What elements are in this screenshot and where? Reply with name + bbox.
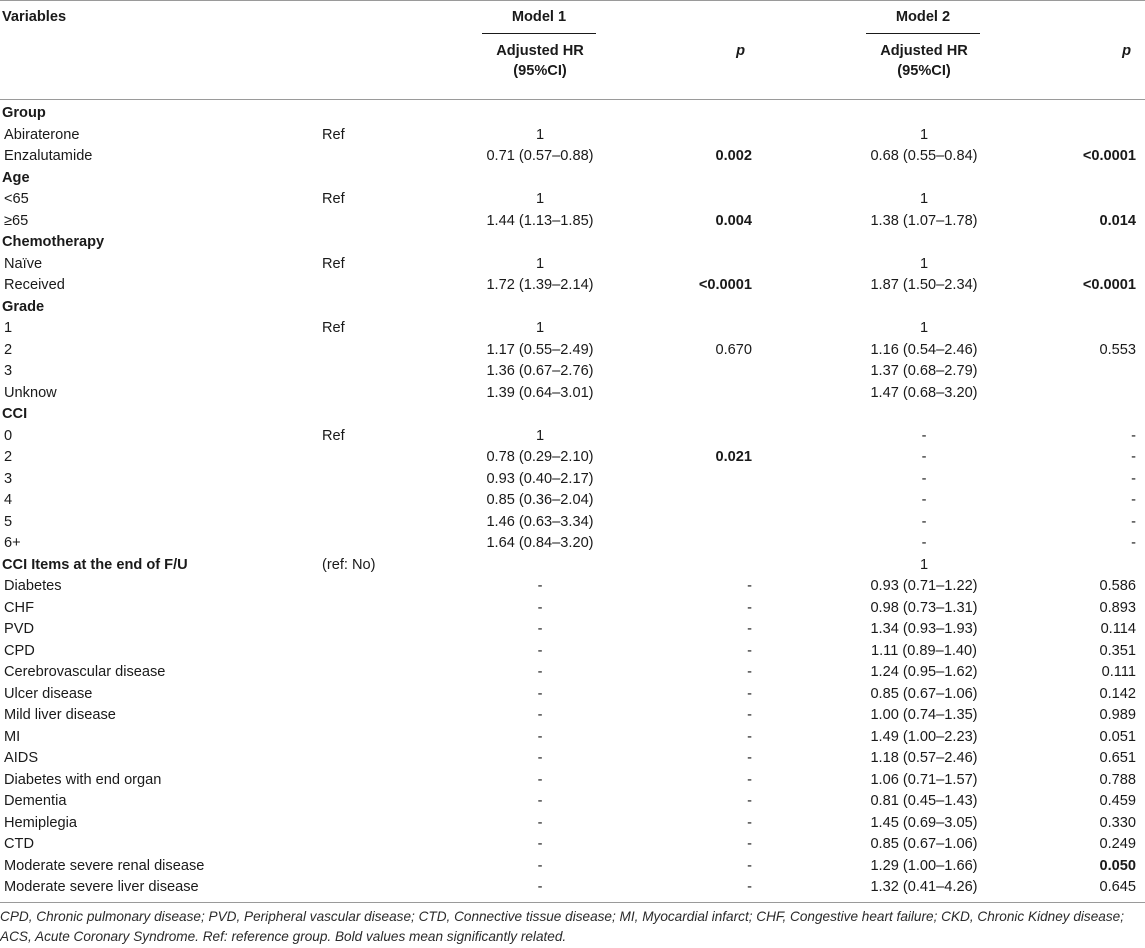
table-row — [0, 555, 1145, 577]
table-row — [0, 834, 1145, 856]
cell-variable: 2 — [4, 449, 13, 465]
header-hr-line1: Adjusted HR — [496, 43, 584, 59]
cell-model-2-p: <0.0001 — [1082, 277, 1136, 293]
table-row — [0, 576, 1145, 598]
table-row — [0, 383, 1145, 405]
cell-model-1-hr: - — [537, 793, 543, 809]
cell-variable: MI — [4, 728, 21, 745]
table-row — [0, 641, 1145, 663]
cell-model-2-hr: 1.24 (0.95–1.62) — [870, 664, 978, 680]
cell-model-2-p: 0.893 — [1099, 599, 1136, 616]
table-row — [0, 619, 1145, 641]
cell-variable: Group — [2, 105, 46, 121]
table-row — [0, 211, 1145, 233]
cell-model-1-hr: - — [537, 621, 543, 637]
table-row — [0, 275, 1145, 297]
cell-model-1-hr: - — [537, 664, 543, 680]
cell-model-2-hr: 1 — [919, 320, 929, 336]
cell-variable: Mild liver disease — [4, 707, 116, 723]
table-row — [0, 146, 1145, 168]
cell-model-2-p: 0.249 — [1099, 836, 1136, 852]
cell-model-1-p: - — [747, 685, 752, 702]
cell-model-1-p: - — [747, 793, 752, 809]
table-row — [0, 254, 1145, 276]
cell-model-1-p: - — [747, 642, 752, 659]
cell-model-2-hr: 1.45 (0.69–3.05) — [870, 814, 978, 831]
cell-model-1-p: - — [747, 836, 752, 852]
cell-model-2-hr: 0.98 (0.73–1.31) — [870, 599, 978, 616]
cell-model-2-p: 0.330 — [1099, 814, 1136, 831]
cell-model-1-hr: 0.93 (0.40–2.17) — [486, 470, 594, 487]
cell-model-1-p: - — [747, 707, 752, 723]
cell-variable: AIDS — [4, 750, 39, 766]
table-row — [0, 189, 1145, 211]
cell-model-2-hr: - — [921, 513, 927, 530]
cell-model-1-p: - — [747, 599, 752, 616]
cell-variable: Abiraterone — [4, 126, 80, 143]
cell-variable: Diabetes — [4, 578, 62, 594]
cell-variable: Moderate severe renal disease — [4, 857, 205, 874]
cell-model-1-hr: 1.36 (0.67–2.76) — [486, 363, 594, 379]
cell-model-1-hr: 1.72 (1.39–2.14) — [486, 277, 594, 293]
cell-model-2-hr: 1.16 (0.54–2.46) — [870, 341, 978, 358]
table-row — [0, 791, 1145, 813]
cell-model-2-p: <0.0001 — [1082, 148, 1136, 164]
header-model-2-p: p — [1122, 43, 1131, 59]
table-row — [0, 512, 1145, 534]
table-row — [0, 705, 1145, 727]
table-row — [0, 490, 1145, 512]
cell-model-2-hr: 1.32 (0.41–4.26) — [870, 879, 978, 895]
cell-model-2-p: 0.459 — [1099, 793, 1136, 809]
cell-model-2-hr: 1.38 (1.07–1.78) — [870, 212, 978, 229]
cell-variable: 6+ — [4, 535, 21, 551]
cell-model-2-p: 0.051 — [1099, 728, 1136, 745]
cell-model-1-hr: 1.46 (0.63–3.34) — [486, 513, 594, 530]
cell-variable: 2 — [4, 341, 13, 358]
cell-model-1-p: 0.670 — [715, 341, 752, 358]
cell-model-1-hr: 0.85 (0.36–2.04) — [486, 492, 594, 508]
cell-model-2-p: 0.351 — [1099, 642, 1136, 659]
cell-model-1-p: - — [747, 664, 752, 680]
cell-reference: Ref — [322, 320, 345, 336]
cell-model-2-p: 0.553 — [1099, 341, 1136, 358]
section-header-row — [0, 232, 1145, 254]
cell-model-2-hr: 1.00 (0.74–1.35) — [870, 707, 978, 723]
cell-model-1-hr: - — [537, 728, 543, 745]
table-row — [0, 770, 1145, 792]
cell-variable: <65 — [4, 191, 29, 207]
cell-model-2-p: 0.050 — [1099, 857, 1136, 874]
cell-variable: CCI Items at the end of F/U — [2, 556, 188, 573]
cell-variable: Naïve — [4, 255, 43, 272]
table-row — [0, 447, 1145, 469]
header-hr-line2: (95%CI) — [513, 63, 567, 79]
cell-variable: 3 — [4, 470, 13, 487]
table-top-rule — [0, 0, 1145, 1]
cell-model-2-p: - — [1131, 535, 1136, 551]
table-row — [0, 748, 1145, 770]
cell-model-2-hr: - — [921, 535, 927, 551]
table-row — [0, 684, 1145, 706]
cell-model-2-hr: - — [921, 492, 927, 508]
header-model-2-adjusted-hr — [824, 41, 1024, 81]
cell-model-2-hr: 0.93 (0.71–1.22) — [870, 578, 978, 594]
cell-model-1-hr: - — [537, 771, 543, 788]
cell-model-2-hr: 1.49 (1.00–2.23) — [870, 728, 978, 745]
model-2-underline — [866, 33, 980, 34]
header-bottom-rule — [0, 99, 1145, 100]
cell-variable: 5 — [4, 513, 13, 530]
cell-model-2-hr: 0.68 (0.55–0.84) — [870, 148, 978, 164]
cell-model-1-hr: - — [537, 578, 543, 594]
cell-model-2-p: 0.142 — [1099, 685, 1136, 702]
cell-model-2-hr: 1.87 (1.50–2.34) — [870, 277, 978, 293]
cell-model-1-hr: 1 — [535, 320, 545, 336]
header-model-1-p: p — [736, 43, 745, 59]
cell-model-2-hr: 1 — [919, 556, 929, 573]
section-header-row — [0, 404, 1145, 426]
cell-model-2-hr: 1.34 (0.93–1.93) — [870, 621, 978, 637]
cell-model-1-hr: - — [537, 879, 543, 895]
cell-model-2-hr: - — [921, 427, 927, 444]
cell-model-1-hr: 0.78 (0.29–2.10) — [486, 449, 594, 465]
cell-model-1-hr: - — [537, 707, 543, 723]
header-hr-line2: (95%CI) — [897, 63, 951, 79]
model-1-underline — [482, 33, 596, 34]
cell-model-1-hr: 1 — [535, 126, 545, 143]
cell-model-2-p: - — [1131, 449, 1136, 465]
cell-model-2-p: 0.645 — [1099, 879, 1136, 895]
cell-model-1-hr: - — [537, 599, 543, 616]
cell-variable: PVD — [4, 621, 35, 637]
table-row — [0, 361, 1145, 383]
table-row — [0, 426, 1145, 448]
table-bottom-rule — [0, 902, 1145, 903]
table-row — [0, 813, 1145, 835]
section-header-row — [0, 103, 1145, 125]
table-row — [0, 662, 1145, 684]
cell-variable: Diabetes with end organ — [4, 771, 162, 788]
cell-reference: (ref: No) — [322, 556, 376, 573]
cell-model-2-p: 0.788 — [1099, 771, 1136, 788]
cell-model-1-p: 0.004 — [715, 212, 752, 229]
cell-variable: Ulcer disease — [4, 685, 93, 702]
cell-model-2-hr: 1.37 (0.68–2.79) — [870, 363, 978, 379]
cell-model-1-p: - — [747, 750, 752, 766]
cell-model-1-hr: - — [537, 642, 543, 659]
table-row — [0, 598, 1145, 620]
cell-model-1-hr: - — [537, 857, 543, 874]
cell-model-1-p: - — [747, 621, 752, 637]
cell-model-1-p: <0.0001 — [698, 277, 752, 293]
header-model-1: Model 1 — [511, 9, 567, 25]
table-row — [0, 727, 1145, 749]
header-variables: Variables — [2, 9, 67, 25]
cell-model-1-hr: 1 — [535, 427, 545, 444]
cell-variable: Cerebrovascular disease — [4, 664, 166, 680]
cell-model-1-hr: 1 — [535, 255, 545, 272]
table-body — [0, 103, 1145, 899]
cell-variable: 4 — [4, 492, 13, 508]
cell-model-1-p: - — [747, 578, 752, 594]
cell-variable: Hemiplegia — [4, 814, 78, 831]
cell-variable: CPD — [4, 642, 35, 659]
header-model-2: Model 2 — [895, 9, 951, 25]
cell-model-1-p: 0.002 — [715, 148, 752, 164]
cell-variable: CCI — [2, 406, 28, 422]
cell-model-2-hr: 0.81 (0.45–1.43) — [870, 793, 978, 809]
cell-model-1-hr: 1.44 (1.13–1.85) — [486, 212, 594, 229]
cell-reference: Ref — [322, 255, 345, 272]
cell-variable: CHF — [4, 599, 34, 616]
cell-model-2-p: - — [1131, 513, 1136, 530]
header-hr-line1: Adjusted HR — [880, 43, 968, 59]
cell-model-1-p: - — [747, 814, 752, 831]
header-model-1-adjusted-hr — [440, 41, 640, 81]
cell-variable: 1 — [4, 320, 13, 336]
cell-variable: Enzalutamide — [4, 148, 93, 164]
cell-model-2-hr: 1.18 (0.57–2.46) — [870, 750, 978, 766]
cell-model-2-p: - — [1131, 492, 1136, 508]
cell-model-2-p: 0.014 — [1099, 212, 1136, 229]
cell-variable: Age — [2, 169, 30, 186]
cell-variable: 0 — [4, 427, 13, 444]
cell-model-1-hr: - — [537, 685, 543, 702]
cell-model-2-hr: 1 — [919, 126, 929, 143]
table-footnote: CPD, Chronic pulmonary disease; PVD, Peripheral vascular disease; CTD, Connective tissue disease; MI, Myocardial infarct; CHF, Congestive heart failure; CKD, Chronic Kidney disease; ACS, Acute Coronary Syndrome. Ref: reference group. Bold values mean significantly related. — [0, 909, 1124, 944]
cell-variable: Received — [4, 277, 65, 293]
section-header-row — [0, 168, 1145, 190]
cell-model-1-hr: - — [537, 750, 543, 766]
cell-model-2-hr: - — [921, 470, 927, 487]
cell-model-2-hr: 1.47 (0.68–3.20) — [870, 384, 978, 401]
cell-reference: Ref — [322, 126, 345, 143]
cell-model-2-hr: 1.29 (1.00–1.66) — [870, 857, 978, 874]
cell-model-1-hr: 0.71 (0.57–0.88) — [486, 148, 594, 164]
cell-model-2-hr: - — [921, 449, 927, 465]
cell-model-2-p: 0.586 — [1099, 578, 1136, 594]
table-row — [0, 125, 1145, 147]
table-row — [0, 318, 1145, 340]
cell-variable: Moderate severe liver disease — [4, 879, 199, 895]
cell-variable: Grade — [2, 298, 45, 315]
cell-model-2-p: 0.114 — [1100, 621, 1136, 637]
cell-model-1-p: - — [747, 728, 752, 745]
cell-model-2-hr: 1.06 (0.71–1.57) — [870, 771, 978, 788]
cell-model-2-hr: 1.11 (0.89–1.40) — [870, 642, 978, 659]
table-row — [0, 340, 1145, 362]
cell-model-2-p: - — [1131, 470, 1136, 487]
cell-variable: CTD — [4, 836, 34, 852]
table-row — [0, 469, 1145, 491]
cell-model-2-hr: 0.85 (0.67–1.06) — [870, 836, 978, 852]
cell-model-2-hr: 0.85 (0.67–1.06) — [870, 685, 978, 702]
cell-model-1-p: 0.021 — [715, 449, 752, 465]
table-row — [0, 877, 1145, 899]
section-header-row — [0, 297, 1145, 319]
cell-reference: Ref — [322, 191, 345, 207]
cell-reference: Ref — [322, 427, 345, 444]
cell-variable: ≥65 — [4, 212, 29, 229]
cell-model-1-hr: 1.64 (0.84–3.20) — [486, 535, 594, 551]
cell-model-1-p: - — [747, 857, 752, 874]
cell-variable: Dementia — [4, 793, 67, 809]
cell-model-1-hr: 1.39 (0.64–3.01) — [486, 384, 594, 401]
cell-variable: 3 — [4, 363, 13, 379]
cell-model-2-p: 0.111 — [1101, 664, 1136, 680]
cell-model-2-p: 0.989 — [1099, 707, 1136, 723]
cell-model-2-p: 0.651 — [1099, 750, 1136, 766]
cell-model-1-p: - — [747, 879, 752, 895]
cell-model-2-hr: 1 — [919, 191, 929, 207]
cell-variable: Unknow — [4, 384, 57, 401]
table-row — [0, 856, 1145, 878]
cell-model-2-hr: 1 — [919, 255, 929, 272]
cell-model-1-hr: - — [537, 836, 543, 852]
cell-variable: Chemotherapy — [2, 234, 105, 250]
cell-model-1-hr: 1 — [535, 191, 545, 207]
cell-model-2-p: - — [1131, 427, 1136, 444]
cell-model-1-hr: - — [537, 814, 543, 831]
cell-model-1-p: - — [747, 771, 752, 788]
cell-model-1-hr: 1.17 (0.55–2.49) — [486, 341, 594, 358]
table-row — [0, 533, 1145, 555]
